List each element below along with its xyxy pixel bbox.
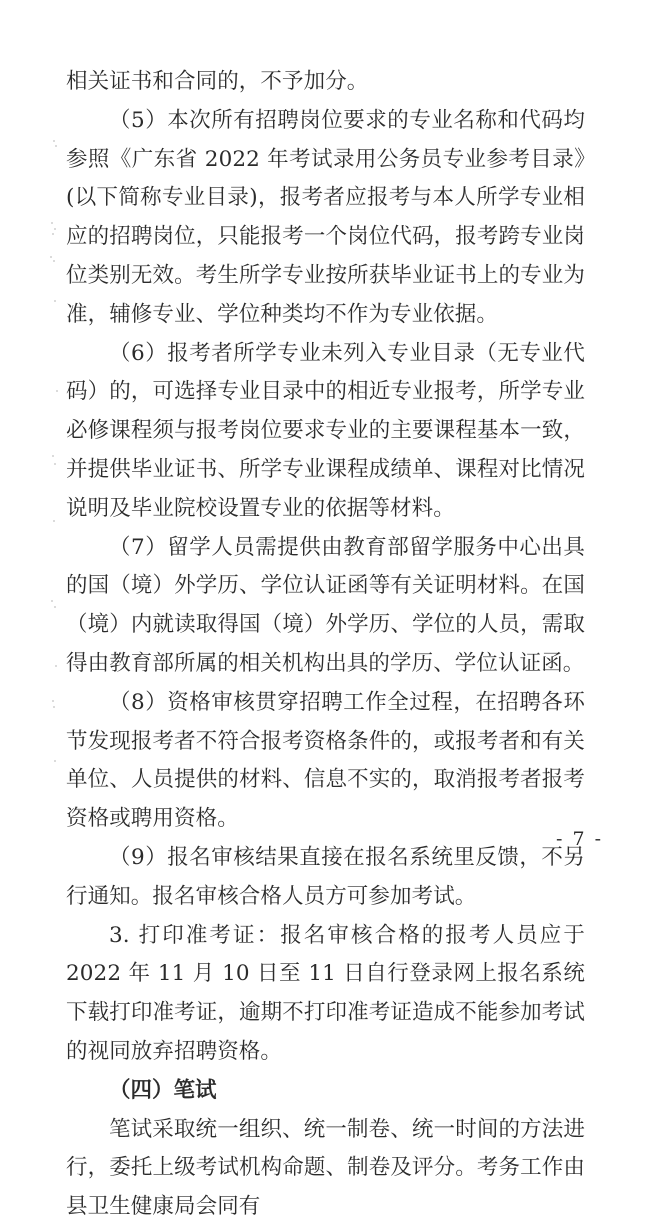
- paragraph-item-3-print-ticket: 3. 打印准考证：报名审核合格的报考人员应于 2022 年 11 月 10 日至 11 日自行登录网上报名系统下载打印准考证，逾期不打印准考证造成不能参加考试的视同放弃招聘资格。: [66, 922, 585, 1064]
- paragraph-item-9: （9）报名审核结果直接在报名系统里反馈，不另行通知。报名审核合格人员方可参加考试。: [66, 844, 585, 909]
- scan-noise-artifacts: [0, 0, 60, 897]
- section-heading-written-exam: （四）笔试: [109, 1077, 217, 1103]
- paragraph-item-7: （7）留学人员需提供由教育部留学服务中心出具的国（境）外学历、学位认证函等有关证明材料。在国（境）内就读取得国（境）外学历、学位的人员，需取得由教育部所属的相关机构出具的学历、学位认证函。: [66, 534, 585, 676]
- document-body: [66, 63, 585, 1227]
- paragraph-item-8: （8）资格审核贯穿招聘工作全过程，在招聘各环节发现报考者不符合报考资格条件的，或报考者和有关单位、人员提供的材料、信息不实的，取消报考者报考资格或聘用资格。: [66, 689, 585, 832]
- paragraph-written-exam-body: 笔试采取统一组织、统一制卷、统一时间的方法进行，委托上级考试机构命题、制卷及评分。考务工作由县卫生健康局会同有: [66, 1116, 585, 1220]
- paragraph-item-5: （5）本次所有招聘岗位要求的专业名称和代码均参照《广东省 2022 年考试录用公务员专业参考目录》(以下简称专业目录)，报考者应报考与本人所学专业相应的招聘岗位，只能报考一个岗位代码，报考跨专业岗位类别无效。考生所学专业按所获毕业证书上的专业为准，辅修专业、学位种类均不作为专业依据。: [66, 107, 585, 327]
- paragraph-item-6: （6）报考者所学专业未列入专业目录（无专业代码）的，可选择专业目录中的相近专业报考，所学专业必修课程须与报考岗位要求专业的主要课程基本一致，并提供毕业证书、所学专业课程成绩单、课程对比情况说明及毕业院校设置专业的依据等材料。: [66, 340, 585, 521]
- page-number: - 7 -: [555, 828, 603, 850]
- paragraph-continuation-bonus: 相关证书和合同的，不予加分。: [66, 69, 369, 94]
